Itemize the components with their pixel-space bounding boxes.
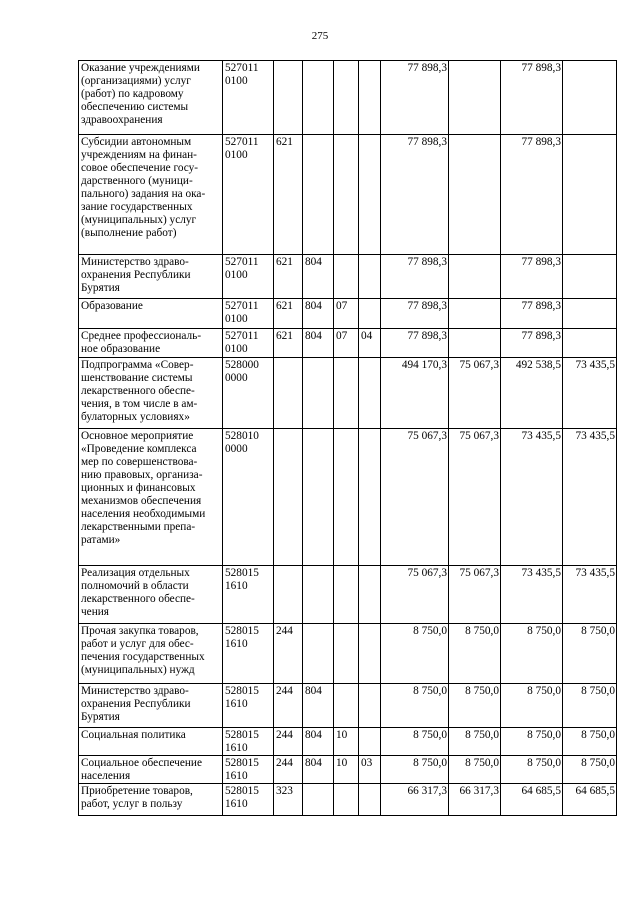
cell-amount-1: 77 898,3 bbox=[381, 329, 449, 358]
cell-name: Министерство здраво- охранения Республики Бурятия bbox=[79, 684, 223, 728]
cell-section bbox=[334, 429, 359, 566]
cell-federal-1 bbox=[449, 61, 501, 135]
cell-section: 07 bbox=[334, 329, 359, 358]
cell-subsection bbox=[359, 61, 381, 135]
cell-amount-1: 8 750,0 bbox=[381, 728, 449, 756]
cell-name: Приобретение товаров, работ, услуг в пользу bbox=[79, 784, 223, 816]
cell-section bbox=[334, 566, 359, 624]
cell-target-article: 528015 1610 bbox=[223, 728, 274, 756]
cell-section: 10 bbox=[334, 728, 359, 756]
cell-expense-type: 621 bbox=[274, 299, 303, 329]
cell-target-article: 528015 1610 bbox=[223, 784, 274, 816]
cell-subsection bbox=[359, 299, 381, 329]
cell-grbs bbox=[303, 429, 334, 566]
cell-subsection bbox=[359, 135, 381, 255]
cell-expense-type: 244 bbox=[274, 756, 303, 784]
table-row bbox=[79, 624, 617, 684]
cell-subsection bbox=[359, 728, 381, 756]
cell-subsection bbox=[359, 429, 381, 566]
cell-expense-type bbox=[274, 358, 303, 429]
cell-name: Социальная политика bbox=[79, 728, 223, 756]
table-row bbox=[79, 299, 617, 329]
cell-grbs: 804 bbox=[303, 255, 334, 299]
cell-amount-1: 8 750,0 bbox=[381, 684, 449, 728]
cell-federal-2 bbox=[563, 329, 617, 358]
cell-amount-2: 77 898,3 bbox=[501, 255, 563, 299]
table-body bbox=[79, 61, 617, 816]
cell-expense-type: 621 bbox=[274, 329, 303, 358]
cell-federal-2: 8 750,0 bbox=[563, 684, 617, 728]
cell-target-article: 528015 1610 bbox=[223, 566, 274, 624]
cell-name: Прочая закупка товаров, работ и услуг для обес- печения государственных (муниципальных) нужд bbox=[79, 624, 223, 684]
cell-amount-2: 8 750,0 bbox=[501, 684, 563, 728]
cell-grbs bbox=[303, 566, 334, 624]
cell-amount-1: 8 750,0 bbox=[381, 756, 449, 784]
cell-subsection bbox=[359, 255, 381, 299]
cell-federal-2 bbox=[563, 135, 617, 255]
cell-name: Подпрограмма «Совер- шенствование системы лекарственного обеспе- чения, в том числе в ам- булаторных условиях» bbox=[79, 358, 223, 429]
cell-expense-type bbox=[274, 566, 303, 624]
table-row bbox=[79, 135, 617, 255]
page-number: 275 bbox=[311, 30, 329, 42]
cell-federal-2: 8 750,0 bbox=[563, 624, 617, 684]
cell-subsection: 04 bbox=[359, 329, 381, 358]
cell-section: 10 bbox=[334, 756, 359, 784]
cell-federal-2: 8 750,0 bbox=[563, 728, 617, 756]
cell-federal-1 bbox=[449, 299, 501, 329]
table-row bbox=[79, 756, 617, 784]
cell-federal-2: 73 435,5 bbox=[563, 358, 617, 429]
cell-amount-2: 73 435,5 bbox=[501, 566, 563, 624]
cell-amount-1: 75 067,3 bbox=[381, 429, 449, 566]
table-row bbox=[79, 329, 617, 358]
cell-section bbox=[334, 358, 359, 429]
table-row bbox=[79, 684, 617, 728]
cell-section bbox=[334, 684, 359, 728]
cell-federal-1 bbox=[449, 329, 501, 358]
cell-federal-1: 8 750,0 bbox=[449, 684, 501, 728]
cell-amount-1: 494 170,3 bbox=[381, 358, 449, 429]
cell-grbs: 804 bbox=[303, 756, 334, 784]
cell-grbs: 804 bbox=[303, 684, 334, 728]
cell-grbs bbox=[303, 784, 334, 816]
cell-section bbox=[334, 135, 359, 255]
cell-federal-2: 73 435,5 bbox=[563, 429, 617, 566]
cell-expense-type bbox=[274, 429, 303, 566]
cell-amount-2: 8 750,0 bbox=[501, 624, 563, 684]
cell-federal-1: 75 067,3 bbox=[449, 566, 501, 624]
cell-amount-1: 75 067,3 bbox=[381, 566, 449, 624]
table-row bbox=[79, 61, 617, 135]
cell-amount-2: 77 898,3 bbox=[501, 329, 563, 358]
cell-federal-1 bbox=[449, 135, 501, 255]
cell-expense-type: 244 bbox=[274, 624, 303, 684]
cell-name: Министерство здраво- охранения Республики Бурятия bbox=[79, 255, 223, 299]
cell-expense-type: 621 bbox=[274, 255, 303, 299]
table-row bbox=[79, 566, 617, 624]
cell-federal-1 bbox=[449, 255, 501, 299]
cell-grbs: 804 bbox=[303, 728, 334, 756]
cell-federal-2 bbox=[563, 299, 617, 329]
cell-name: Социальное обеспечение населения bbox=[79, 756, 223, 784]
cell-section bbox=[334, 784, 359, 816]
cell-federal-2 bbox=[563, 255, 617, 299]
cell-section bbox=[334, 255, 359, 299]
cell-amount-2: 77 898,3 bbox=[501, 299, 563, 329]
cell-subsection bbox=[359, 624, 381, 684]
cell-name: Среднее профессиональ- ное образование bbox=[79, 329, 223, 358]
cell-expense-type: 244 bbox=[274, 684, 303, 728]
cell-section bbox=[334, 624, 359, 684]
cell-target-article: 528010 0000 bbox=[223, 429, 274, 566]
cell-expense-type: 323 bbox=[274, 784, 303, 816]
cell-federal-1: 8 750,0 bbox=[449, 728, 501, 756]
cell-amount-1: 77 898,3 bbox=[381, 255, 449, 299]
cell-amount-1: 8 750,0 bbox=[381, 624, 449, 684]
cell-federal-1: 66 317,3 bbox=[449, 784, 501, 816]
cell-name: Реализация отдельных полномочий в области лекарственного обеспе- чения bbox=[79, 566, 223, 624]
cell-subsection bbox=[359, 566, 381, 624]
cell-grbs bbox=[303, 61, 334, 135]
cell-grbs bbox=[303, 624, 334, 684]
cell-target-article: 528015 1610 bbox=[223, 624, 274, 684]
cell-section: 07 bbox=[334, 299, 359, 329]
cell-amount-2: 492 538,5 bbox=[501, 358, 563, 429]
cell-federal-2 bbox=[563, 61, 617, 135]
cell-federal-1: 8 750,0 bbox=[449, 624, 501, 684]
cell-grbs: 804 bbox=[303, 299, 334, 329]
cell-subsection bbox=[359, 784, 381, 816]
cell-target-article: 528015 1610 bbox=[223, 684, 274, 728]
cell-target-article: 527011 0100 bbox=[223, 61, 274, 135]
cell-amount-1: 66 317,3 bbox=[381, 784, 449, 816]
cell-amount-2: 77 898,3 bbox=[501, 135, 563, 255]
cell-name: Субсидии автономным учреждениям на финан- совое обеспечение госу- дарственного (муници- пального) задания на ока- зание государственных (муниципальных) услуг (выполнение работ) bbox=[79, 135, 223, 255]
cell-target-article: 527011 0100 bbox=[223, 255, 274, 299]
cell-amount-2: 8 750,0 bbox=[501, 728, 563, 756]
cell-name: Основное мероприятие «Проведение комплекса мер по совершенствова- нию правовых, организа- ционных и финансовых механизмов обеспечения населения необходимыми лекарственными препа- ратами» bbox=[79, 429, 223, 566]
table-row bbox=[79, 255, 617, 299]
cell-subsection bbox=[359, 684, 381, 728]
cell-amount-2: 73 435,5 bbox=[501, 429, 563, 566]
cell-grbs bbox=[303, 358, 334, 429]
cell-subsection: 03 bbox=[359, 756, 381, 784]
cell-target-article: 528000 0000 bbox=[223, 358, 274, 429]
cell-amount-1: 77 898,3 bbox=[381, 61, 449, 135]
table-row bbox=[79, 728, 617, 756]
cell-name: Образование bbox=[79, 299, 223, 329]
cell-target-article: 527011 0100 bbox=[223, 135, 274, 255]
cell-expense-type: 621 bbox=[274, 135, 303, 255]
cell-amount-2: 8 750,0 bbox=[501, 756, 563, 784]
cell-federal-1: 75 067,3 bbox=[449, 429, 501, 566]
cell-name: Оказание учреждениями (организациями) услуг (работ) по кадровому обеспечению системы здравоохранения bbox=[79, 61, 223, 135]
cell-federal-1: 75 067,3 bbox=[449, 358, 501, 429]
cell-expense-type bbox=[274, 61, 303, 135]
cell-target-article: 527011 0100 bbox=[223, 329, 274, 358]
cell-federal-1: 8 750,0 bbox=[449, 756, 501, 784]
table-row bbox=[79, 784, 617, 816]
cell-amount-1: 77 898,3 bbox=[381, 299, 449, 329]
cell-amount-2: 64 685,5 bbox=[501, 784, 563, 816]
cell-amount-2: 77 898,3 bbox=[501, 61, 563, 135]
table-row bbox=[79, 358, 617, 429]
cell-federal-2: 8 750,0 bbox=[563, 756, 617, 784]
cell-grbs bbox=[303, 135, 334, 255]
cell-subsection bbox=[359, 358, 381, 429]
cell-expense-type: 244 bbox=[274, 728, 303, 756]
cell-grbs: 804 bbox=[303, 329, 334, 358]
cell-target-article: 528015 1610 bbox=[223, 756, 274, 784]
cell-target-article: 527011 0100 bbox=[223, 299, 274, 329]
budget-table bbox=[78, 60, 617, 816]
cell-section bbox=[334, 61, 359, 135]
cell-federal-2: 73 435,5 bbox=[563, 566, 617, 624]
cell-federal-2: 64 685,5 bbox=[563, 784, 617, 816]
table-row bbox=[79, 429, 617, 566]
cell-amount-1: 77 898,3 bbox=[381, 135, 449, 255]
